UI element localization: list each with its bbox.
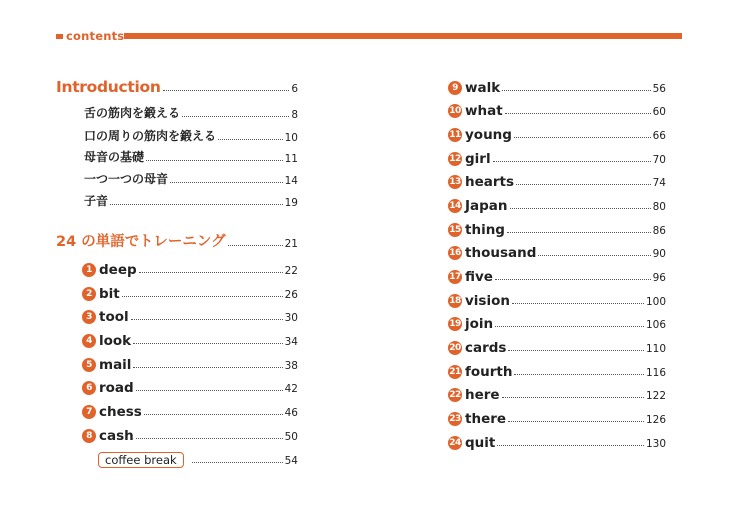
toc-entry-word[interactable] — [82, 282, 298, 302]
toc-page: 60 — [652, 106, 666, 118]
number-badge: 20 — [449, 343, 461, 353]
toc-label: young — [465, 127, 512, 143]
toc-label: walk — [465, 80, 501, 96]
toc-entry-word[interactable] — [82, 376, 298, 396]
leader-dots — [505, 113, 651, 114]
leader-dots — [495, 279, 651, 280]
toc-label: join — [465, 316, 494, 332]
toc-entry[interactable] — [84, 102, 298, 122]
leader-dots — [146, 160, 283, 161]
toc-entry-word[interactable] — [82, 329, 298, 349]
toc-page: 26 — [284, 289, 298, 301]
number-badge: 24 — [449, 438, 461, 448]
toc-page: 116 — [645, 367, 666, 379]
toc-label: cash — [99, 428, 134, 444]
number-badge: 11 — [449, 130, 461, 140]
leader-dots — [136, 438, 283, 439]
number-badge: 16 — [449, 248, 461, 258]
toc-page: 34 — [284, 336, 298, 348]
toc-page: 38 — [284, 360, 298, 372]
leader-dots — [502, 90, 650, 91]
toc-entry-word[interactable] — [448, 170, 666, 190]
toc-entry-coffee-break[interactable] — [98, 448, 298, 468]
leader-dots — [514, 374, 643, 375]
number-badge: 9 — [448, 81, 462, 95]
toc-page: 86 — [652, 225, 666, 237]
toc-label: look — [99, 333, 132, 349]
leader-dots — [510, 208, 651, 209]
number-badge: 21 — [449, 367, 461, 377]
number-badge: 18 — [449, 296, 461, 306]
toc-entry-word[interactable] — [448, 289, 666, 309]
toc-label: road — [99, 380, 134, 396]
toc-label: deep — [99, 262, 137, 278]
toc-entry[interactable] — [84, 125, 298, 145]
leader-dots — [192, 462, 283, 463]
leader-dots — [495, 326, 644, 327]
leader-dots — [163, 90, 290, 91]
toc-label: five — [465, 269, 493, 285]
toc-page: 90 — [652, 248, 666, 260]
leader-dots — [131, 319, 283, 320]
toc-entry-word[interactable] — [448, 99, 666, 119]
toc-entry-introduction[interactable] — [56, 76, 298, 96]
number-badge: 8 — [82, 429, 96, 443]
toc-entry-word[interactable] — [448, 360, 666, 380]
leader-dots — [497, 445, 644, 446]
toc-label: 一つ一つの母音 — [84, 172, 169, 186]
leader-dots — [538, 255, 650, 256]
number-badge: 13 — [449, 177, 461, 187]
toc-page: 106 — [645, 319, 666, 331]
toc-entry-word[interactable] — [448, 147, 666, 167]
toc-page: 50 — [284, 431, 298, 443]
header-rule — [124, 33, 682, 39]
toc-label: 舌の筋肉を鍛える — [84, 106, 181, 120]
number-badge: 23 — [449, 414, 461, 424]
toc-label: Introduction — [56, 78, 161, 96]
toc-label: fourth — [465, 364, 513, 380]
toc-label: thing — [465, 222, 505, 238]
toc-label: chess — [99, 404, 142, 420]
toc-page: 80 — [652, 201, 666, 213]
toc-label: what — [465, 103, 503, 119]
toc-page: 22 — [284, 265, 298, 277]
leader-dots — [182, 116, 289, 117]
toc-entry-word[interactable] — [448, 383, 666, 403]
toc-page: 110 — [645, 343, 666, 355]
leader-dots — [144, 414, 283, 415]
toc-page: 8 — [291, 109, 298, 121]
toc-page: 10 — [284, 132, 298, 144]
toc-page: 6 — [291, 83, 298, 95]
number-badge: 4 — [82, 334, 96, 348]
toc-entry-word[interactable] — [82, 400, 298, 420]
toc-page: 54 — [284, 455, 298, 467]
toc-page: 42 — [284, 383, 298, 395]
toc-page: 14 — [284, 175, 298, 187]
number-badge: 14 — [449, 201, 461, 211]
leader-dots — [512, 303, 644, 304]
toc-label: bit — [99, 286, 120, 302]
number-badge: 5 — [82, 358, 96, 372]
leader-dots — [228, 245, 283, 246]
toc-label: Japan — [465, 198, 508, 214]
toc-entry-word[interactable] — [448, 431, 666, 451]
toc-page: 46 — [284, 407, 298, 419]
leader-dots — [133, 343, 282, 344]
leader-dots — [133, 367, 282, 368]
toc-label: 口の周りの筋肉を鍛える — [84, 129, 217, 143]
leader-dots — [493, 161, 651, 162]
toc-page: 74 — [652, 177, 666, 189]
leader-dots — [508, 421, 644, 422]
toc-page: 30 — [284, 312, 298, 324]
toc-label: here — [465, 387, 500, 403]
toc-label: 母音の基礎 — [84, 150, 145, 164]
toc-page: 130 — [645, 438, 666, 450]
toc-entry-word[interactable] — [448, 336, 666, 356]
toc-page: 70 — [652, 154, 666, 166]
leader-dots — [218, 139, 283, 140]
toc-page: 21 — [284, 238, 298, 250]
number-badge: 10 — [449, 106, 461, 116]
number-badge: 2 — [82, 287, 96, 301]
header-label: contents — [66, 29, 125, 43]
toc-entry-word[interactable] — [82, 258, 298, 278]
toc-label: 子音 — [84, 194, 109, 208]
toc-label: tool — [99, 309, 129, 325]
toc-entry-word[interactable] — [448, 123, 666, 143]
leader-dots — [170, 182, 283, 183]
number-badge: 6 — [82, 381, 96, 395]
number-badge: 19 — [449, 319, 461, 329]
leader-dots — [507, 232, 651, 233]
leader-dots — [139, 272, 283, 273]
toc-page: 100 — [645, 296, 666, 308]
toc-entry-word[interactable] — [448, 241, 666, 261]
toc-label: thousand — [465, 245, 537, 261]
coffee-break-label: coffee break — [98, 452, 184, 468]
leader-dots — [516, 184, 651, 185]
number-badge: 7 — [82, 405, 96, 419]
number-badge: 1 — [82, 263, 96, 277]
toc-entry-word[interactable] — [448, 194, 666, 214]
toc-entry[interactable] — [84, 168, 298, 188]
toc-entry-word[interactable] — [448, 407, 666, 427]
leader-dots — [136, 390, 283, 391]
number-badge: 22 — [449, 390, 461, 400]
leader-dots — [514, 137, 651, 138]
toc-page: 11 — [284, 153, 298, 165]
toc-label: hearts — [465, 174, 515, 190]
toc-entry[interactable] — [84, 190, 298, 210]
toc-entry-word[interactable] — [448, 265, 666, 285]
toc-entry-word[interactable] — [448, 218, 666, 238]
toc-label: girl — [465, 151, 491, 167]
toc-entry-word[interactable] — [82, 424, 298, 444]
toc-page: 19 — [284, 197, 298, 209]
toc-page: 96 — [652, 272, 666, 284]
toc-label: mail — [99, 357, 132, 373]
toc-entry-training[interactable] — [56, 231, 298, 251]
number-badge: 17 — [449, 272, 461, 282]
toc-label: vision — [465, 293, 510, 309]
toc-entry-word[interactable] — [82, 353, 298, 373]
number-badge: 15 — [449, 225, 461, 235]
toc-label: 24 の単語でトレーニング — [56, 234, 226, 250]
toc-entry-word[interactable] — [448, 76, 666, 96]
number-badge: 3 — [82, 310, 96, 324]
toc-page: 56 — [652, 83, 666, 95]
number-badge: 12 — [449, 154, 461, 164]
contents-header — [56, 30, 682, 44]
toc-entry-word[interactable] — [448, 312, 666, 332]
toc-label: cards — [465, 340, 507, 356]
leader-dots — [508, 350, 643, 351]
toc-page: 126 — [645, 414, 666, 426]
toc-label: quit — [465, 435, 496, 451]
leader-dots — [110, 204, 283, 205]
toc-page: 66 — [652, 130, 666, 142]
leader-dots — [122, 296, 283, 297]
toc-page: 122 — [645, 390, 666, 402]
toc-entry[interactable] — [84, 146, 298, 166]
toc-entry-word[interactable] — [82, 305, 298, 325]
toc-label: there — [465, 411, 507, 427]
leader-dots — [502, 397, 644, 398]
header-marker — [56, 34, 63, 39]
